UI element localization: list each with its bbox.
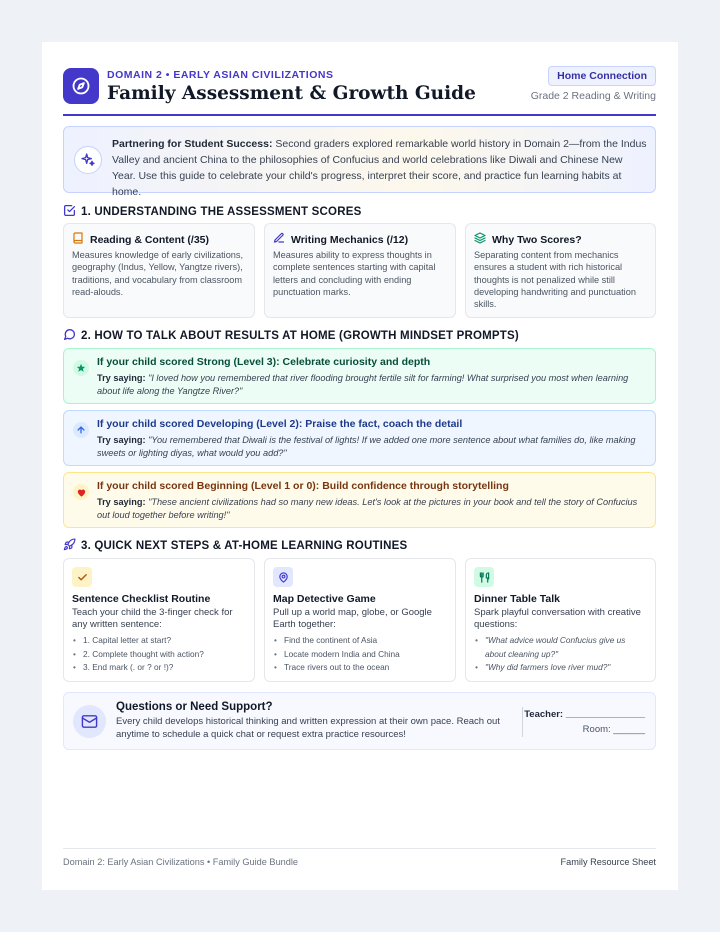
room-field: Room: ______	[582, 724, 645, 735]
prompt-title: If your child scored Strong (Level 3): Celebrate curiosity and depth	[97, 356, 431, 368]
routine-title: Sentence Checklist Routine	[72, 593, 211, 605]
try-saying-label: Try saying:	[97, 373, 146, 383]
check-icon	[72, 567, 92, 587]
score-card-writing	[264, 223, 456, 318]
page	[42, 42, 678, 890]
divider	[522, 707, 523, 737]
score-card-title: Reading & Content (/35)	[90, 233, 210, 246]
try-saying-label: Try saying:	[97, 435, 146, 445]
score-card-text: Measures knowledge of early civilizations, geography (Indus, Yellow, Yangtze rivers), traditions, and vocabulary from classroom read-alouds.	[72, 250, 244, 297]
score-card-why	[465, 223, 656, 318]
header	[63, 66, 656, 116]
footer-left: Domain 2: Early Asian Civilizations • Family Guide Bundle	[63, 857, 299, 867]
sparkles-icon	[74, 146, 102, 174]
rocket-icon	[63, 538, 76, 554]
prompt-quote-text: "These ancient civilizations had so many new ideas. Let's look at the pictures in your book and tell the story of Confucius out loud together before writing!"	[97, 497, 638, 520]
routine-text: Spark playful conversation with creative questions:	[474, 607, 641, 630]
chat-bubble-icon	[63, 328, 76, 344]
prompt-quote-text: "You remembered that Diwali is the festival of lights! If we added one more sentence about what families do, like making sweets or lighting diyas, what would you add?"	[97, 435, 636, 458]
prompt-developing	[63, 410, 656, 466]
routine-title: Dinner Table Talk	[474, 593, 560, 605]
routine-card-dinner	[465, 558, 656, 682]
star-icon	[73, 360, 89, 376]
section-2-heading	[63, 328, 519, 344]
prompt-title: If your child scored Beginning (Level 1 or 0): Build confidence through storytelling	[97, 480, 509, 492]
book-icon	[72, 232, 84, 247]
arrow-up-icon	[73, 422, 89, 438]
footer-divider	[63, 848, 656, 849]
routine-list	[474, 634, 646, 675]
compass-icon	[63, 68, 99, 104]
score-card-writing-header	[273, 232, 408, 247]
prompt-quote	[97, 496, 649, 521]
prompt-title: If your child scored Developing (Level 2): Praise the fact, coach the detail	[97, 418, 463, 430]
section-1-heading	[63, 204, 361, 220]
intro-panel	[63, 126, 656, 198]
intro-body: Second graders explored remarkable world history in Domain 2—from the Indus Valley and ancient China to the philosophies of Confucius and world celebrations like Diwali and Chinese New Year. Use this guide to celebrate your child's progress, interpret their score, and practice fun learning habits at home.	[112, 138, 647, 198]
mail-icon	[73, 705, 106, 738]
map-pin-icon	[273, 567, 293, 587]
routine-list	[273, 634, 449, 675]
prompt-strong	[63, 348, 656, 404]
score-card-title: Why Two Scores?	[492, 233, 582, 246]
layers-icon	[474, 232, 486, 247]
teacher-field: Teacher: _______________	[524, 709, 645, 720]
utensils-icon	[474, 567, 494, 587]
score-card-text: Measures ability to express thoughts in complete sentences starting with capital letters and concluding with ending punctuation marks.	[273, 250, 436, 297]
score-card-reading-header	[72, 232, 209, 247]
prompt-quote-text: "I loved how you remembered that river flooding brought fertile silt for farming! What surprised you most when learning about life along the Yangtze River?"	[97, 373, 629, 396]
page-title: Family Assessment & Growth Guide	[107, 83, 476, 104]
list-item: • 3. End mark (. or ? or !)?	[72, 661, 248, 675]
pen-icon	[273, 232, 285, 247]
list-item: • 1. Capital letter at start?	[72, 634, 248, 648]
domain-kicker: DOMAIN 2 • EARLY ASIAN CIVILIZATIONS	[107, 69, 334, 81]
heart-icon	[73, 484, 89, 500]
routine-text: Teach your child the 3-finger check for any written sentence:	[72, 607, 233, 630]
grade-subtitle: Grade 2 Reading & Writing	[530, 90, 656, 102]
score-card-text: Separating content from mechanics ensures a student with rich historical thoughts is not penalized while still developing handwriting and punctuation skills.	[474, 250, 636, 310]
list-item: • 2. Complete thought with action?	[72, 648, 248, 662]
routine-list	[72, 634, 248, 675]
section-1-title: 1. UNDERSTANDING THE ASSESSMENT SCORES	[81, 206, 362, 218]
section-3-title: 3. QUICK NEXT STEPS & AT-HOME LEARNING ROUTINES	[81, 540, 408, 552]
support-title: Questions or Need Support?	[116, 701, 273, 713]
support-panel	[63, 692, 656, 750]
list-item: • "Why did farmers love river mud?"	[474, 661, 646, 675]
routine-card-map	[264, 558, 456, 682]
routine-title: Map Detective Game	[273, 593, 376, 605]
list-item: • "What advice would Confucius give us about cleaning up?"	[474, 634, 646, 661]
list-item: • Trace rivers out to the ocean	[273, 661, 449, 675]
home-connection-badge: Home Connection	[548, 66, 656, 86]
routine-text: Pull up a world map, globe, or Google Earth together:	[273, 607, 432, 630]
list-item: • Locate modern India and China	[273, 648, 449, 662]
intro-lead: Partnering for Student Success:	[112, 138, 273, 150]
routine-card-checklist	[63, 558, 255, 682]
score-card-reading	[63, 223, 255, 318]
score-card-title: Writing Mechanics (/12)	[291, 233, 409, 246]
support-text: Every child develops historical thinking and written expression at their own pace. Reach out anytime to schedule a quick chat or request extra practice resources!	[116, 716, 500, 740]
section-3-heading	[63, 538, 407, 554]
try-saying-label: Try saying:	[97, 497, 146, 507]
intro-text	[112, 136, 647, 200]
footer-right: Family Resource Sheet	[560, 857, 656, 867]
section-2-title: 2. HOW TO TALK ABOUT RESULTS AT HOME (GROWTH MINDSET PROMPTS)	[81, 330, 519, 342]
prompt-beginning	[63, 472, 656, 528]
prompt-quote	[97, 434, 649, 459]
list-item: • Find the continent of Asia	[273, 634, 449, 648]
checkbox-icon	[63, 204, 76, 220]
prompt-quote	[97, 372, 649, 397]
score-card-why-header	[474, 232, 582, 247]
